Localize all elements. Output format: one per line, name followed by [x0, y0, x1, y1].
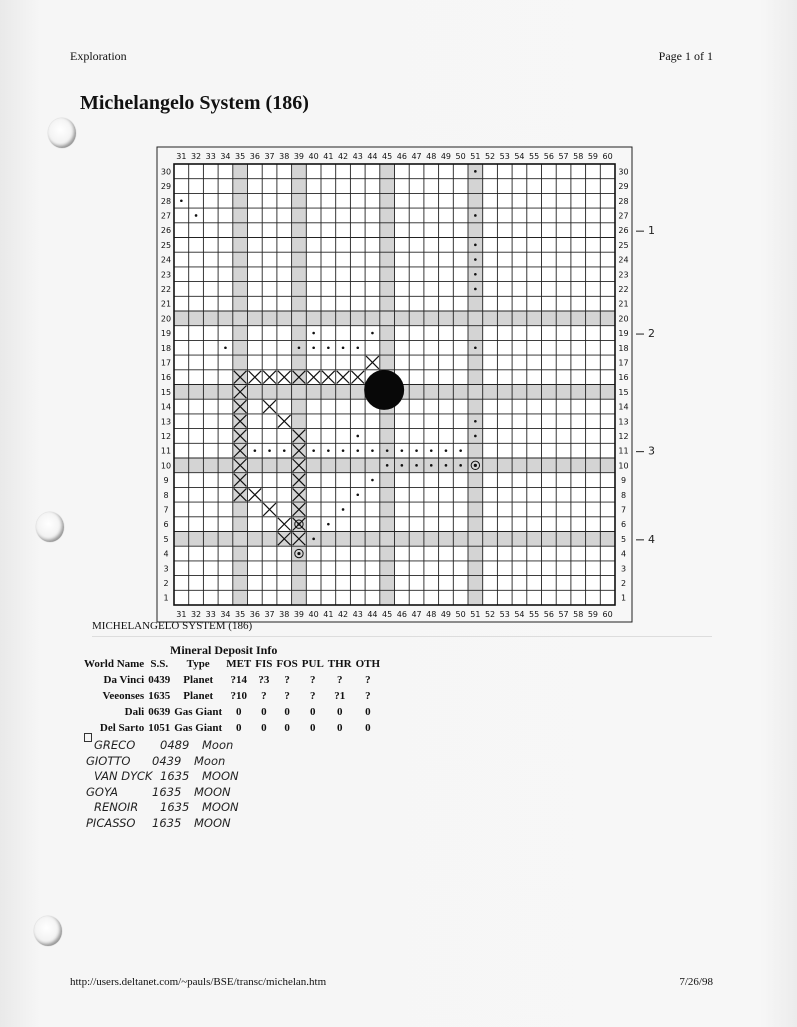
annotation-number: 2	[648, 327, 655, 341]
row-label-left: 18	[160, 343, 172, 353]
table-cell: 0	[336, 722, 343, 734]
table-row	[82, 720, 382, 736]
row-label-right: 15	[618, 387, 629, 397]
table-cell: 0	[284, 706, 290, 718]
row-label-left: 8	[163, 490, 169, 500]
hw-ss: 0489	[160, 738, 190, 752]
mineral-table-body	[82, 672, 382, 736]
world-dot	[474, 346, 477, 349]
row-label-left: 25	[160, 240, 172, 250]
row-label-right: 13	[618, 417, 629, 427]
row-label-right: 5	[620, 534, 627, 544]
table-cell: 1051	[148, 722, 171, 734]
hw-type: Moon	[194, 753, 226, 768]
world-dot	[474, 435, 477, 438]
table-cell: ?	[284, 690, 290, 702]
table-cell: 0	[310, 722, 316, 734]
column-label-top: 33	[205, 152, 216, 161]
column-label-bottom: 43	[352, 610, 363, 619]
world-dot	[474, 420, 477, 423]
world-dot	[356, 449, 359, 452]
handwritten-line	[94, 738, 239, 754]
hw-type: MOON	[202, 769, 239, 784]
page-title: Michelangelo System (186)	[80, 92, 309, 114]
column-label-top: 54	[514, 152, 525, 161]
column-header: FOS	[276, 658, 298, 670]
hw-ss: 1635	[152, 784, 182, 799]
annotation-number: 4	[648, 532, 655, 546]
column-label-bottom: 40	[308, 610, 319, 619]
column-label-bottom: 50	[455, 610, 466, 619]
column-label-bottom: 41	[323, 610, 334, 619]
column-label-top: 34	[220, 152, 231, 161]
row-label-right: 23	[618, 270, 629, 280]
column-label-top: 49	[440, 152, 452, 161]
column-label-bottom: 53	[499, 610, 510, 619]
table-row	[82, 688, 382, 704]
table-cell: ?	[310, 674, 316, 686]
row-label-left: 19	[160, 329, 172, 339]
table-cell: Dali	[124, 706, 145, 718]
row-label-right: 25	[618, 240, 629, 250]
hw-type: MOON	[194, 784, 231, 799]
world-dot	[268, 449, 271, 452]
world-dot	[327, 523, 330, 526]
mineral-deposit-table	[82, 656, 382, 736]
world-dot	[312, 538, 315, 541]
column-label-bottom: 46	[396, 610, 407, 619]
row-label-right: 16	[618, 373, 629, 383]
world-dot	[371, 479, 374, 482]
column-label-top: 60	[602, 152, 613, 161]
table-cell: Del Sarto	[99, 722, 145, 734]
row-label-left: 2	[163, 578, 169, 588]
column-label-bottom: 60	[602, 610, 613, 619]
column-label-top: 39	[293, 152, 305, 161]
hw-name: GOYA	[86, 784, 118, 799]
table-cell: ?	[365, 690, 371, 702]
world-dot	[386, 464, 389, 467]
column-header: World Name	[84, 658, 145, 670]
world-dot	[474, 258, 477, 261]
hw-name: RENOIR	[94, 800, 139, 815]
row-label-left: 22	[160, 284, 172, 294]
column-label-top: 36	[249, 152, 260, 161]
row-label-left: 21	[160, 299, 172, 309]
row-label-left: 13	[160, 417, 172, 427]
world-dot	[415, 464, 418, 467]
column-label-top: 57	[558, 152, 569, 161]
row-label-right: 7	[620, 505, 627, 515]
table-cell: 0	[284, 722, 290, 734]
row-label-left: 6	[163, 520, 169, 530]
table-cell: ?10	[230, 690, 247, 702]
header-left: Exploration	[70, 49, 127, 63]
world-dot	[474, 244, 477, 247]
column-label-top: 44	[367, 152, 378, 161]
row-label-right: 27	[618, 211, 629, 221]
world-dot	[459, 464, 462, 467]
punch-hole-middle	[36, 512, 64, 542]
column-header: S.S.	[150, 658, 169, 670]
table-cell: ?	[336, 674, 343, 686]
column-label-top: 59	[587, 152, 599, 161]
column-label-bottom: 31	[176, 610, 187, 619]
handwritten-line	[86, 785, 239, 801]
handwritten-line	[86, 754, 239, 770]
hw-ss: 1635	[160, 800, 190, 815]
column-label-bottom: 32	[190, 610, 202, 619]
row-label-right: 30	[618, 167, 629, 177]
table-cell: 1635	[148, 690, 171, 702]
handwritten-line	[94, 769, 239, 785]
row-label-right: 8	[620, 490, 627, 500]
column-header: OTH	[355, 658, 381, 670]
column-label-bottom: 57	[558, 610, 569, 619]
column-label-top: 55	[529, 152, 540, 161]
column-label-top: 41	[323, 152, 334, 161]
column-label-bottom: 33	[205, 610, 216, 619]
world-dot	[445, 449, 448, 452]
column-label-top: 53	[499, 152, 510, 161]
world-dot	[298, 346, 301, 349]
hw-type: MOON	[202, 800, 239, 815]
punch-hole-bottom	[34, 916, 62, 946]
world-dot	[371, 332, 374, 335]
row-label-left: 26	[160, 226, 172, 236]
world-dot	[312, 346, 315, 349]
world-dot	[327, 449, 330, 452]
row-label-right: 18	[618, 343, 629, 353]
column-label-bottom: 59	[587, 610, 599, 619]
column-label-top: 56	[543, 152, 554, 161]
world-dot	[474, 214, 477, 217]
column-label-top: 45	[382, 152, 393, 161]
row-label-left: 29	[160, 182, 172, 192]
column-label-top: 37	[264, 152, 275, 161]
column-label-bottom: 35	[235, 610, 246, 619]
table-cell: 0	[336, 706, 343, 718]
row-label-left: 5	[163, 534, 169, 544]
column-label-bottom: 38	[279, 610, 290, 619]
world-dot	[386, 449, 389, 452]
row-label-left: 24	[160, 255, 172, 265]
column-label-bottom: 56	[543, 610, 554, 619]
column-label-bottom: 44	[367, 610, 378, 619]
column-label-bottom: 58	[573, 610, 584, 619]
table-cell: ?3	[258, 674, 270, 686]
column-label-top: 35	[235, 152, 246, 161]
column-label-top: 42	[337, 152, 349, 161]
table-cell: Veeonses	[102, 690, 145, 702]
hw-name: PICASSO	[86, 815, 136, 830]
footer-date: 7/26/98	[679, 976, 713, 988]
punch-hole-top	[48, 118, 76, 148]
hw-ss: 0439	[152, 753, 182, 768]
row-label-right: 21	[618, 299, 629, 309]
column-label-top: 32	[190, 152, 202, 161]
column-label-bottom: 49	[440, 610, 452, 619]
row-label-right: 9	[620, 476, 627, 486]
row-label-left: 9	[163, 476, 169, 486]
column-label-bottom: 48	[426, 610, 437, 619]
row-label-left: 30	[160, 167, 172, 177]
column-label-bottom: 36	[249, 610, 260, 619]
world-dot	[474, 273, 477, 276]
table-cell: 0	[365, 722, 371, 734]
ringed-world-center	[297, 523, 300, 526]
column-label-top: 50	[455, 152, 466, 161]
world-dot	[356, 435, 359, 438]
world-dot	[474, 170, 477, 173]
column-label-top: 58	[573, 152, 584, 161]
world-dot	[254, 449, 257, 452]
column-label-bottom: 55	[529, 610, 540, 619]
handwritten-line	[86, 816, 239, 832]
world-dot	[401, 449, 404, 452]
table-row	[82, 704, 382, 720]
column-label-bottom: 54	[514, 610, 525, 619]
row-label-left: 20	[160, 314, 172, 324]
footer-url: http://users.deltanet.com/~pauls/BSE/transc/michelan.htm	[70, 976, 327, 988]
row-label-left: 16	[160, 373, 172, 383]
column-label-top: 46	[396, 152, 407, 161]
table-cell: ?	[261, 690, 267, 702]
hw-ss: 1635	[152, 815, 182, 830]
column-label-bottom: 42	[337, 610, 349, 619]
world-dot	[459, 449, 462, 452]
table-cell: ?	[365, 674, 371, 686]
column-label-bottom: 51	[470, 610, 481, 619]
world-dot	[312, 332, 315, 335]
column-label-bottom: 52	[484, 610, 496, 619]
ringed-world-center	[297, 552, 300, 555]
world-dot	[356, 346, 359, 349]
column-label-bottom: 47	[411, 610, 422, 619]
column-label-top: 38	[279, 152, 290, 161]
page-indicator: Page 1 of 1	[658, 49, 713, 63]
row-label-right: 22	[618, 284, 629, 294]
hw-name: GRECO	[94, 738, 136, 752]
world-dot	[342, 346, 345, 349]
row-label-right: 11	[618, 446, 629, 456]
row-label-right: 14	[618, 402, 629, 412]
row-label-right: 12	[618, 431, 629, 441]
ringed-world-center	[474, 464, 477, 467]
world-dot	[401, 464, 404, 467]
row-label-right: 29	[618, 182, 629, 192]
world-dot	[356, 493, 359, 496]
column-label-bottom: 45	[382, 610, 393, 619]
handwritten-notes	[86, 738, 239, 832]
row-label-right: 6	[620, 520, 627, 530]
table-cell: 0	[235, 706, 242, 718]
world-dot	[224, 346, 227, 349]
column-label-top: 51	[470, 152, 481, 161]
checkbox-glyph	[84, 733, 92, 742]
table-cell: Gas Giant	[174, 706, 223, 718]
column-label-bottom: 34	[220, 610, 231, 619]
row-label-left: 27	[160, 211, 172, 221]
row-label-left: 23	[160, 270, 172, 280]
world-dot	[342, 508, 345, 511]
row-label-right: 28	[618, 196, 629, 206]
row-label-right: 3	[620, 564, 627, 574]
table-cell: 0439	[148, 674, 171, 686]
row-label-right: 26	[618, 226, 629, 236]
column-label-top: 48	[426, 152, 437, 161]
table-cell: ?	[310, 690, 316, 702]
annotation-number: 1	[648, 224, 655, 238]
table-row	[82, 672, 382, 688]
handwritten-line	[94, 800, 239, 816]
row-label-right: 20	[618, 314, 629, 324]
annotation-number: 3	[648, 444, 655, 458]
world-dot	[445, 464, 448, 467]
world-dot	[342, 449, 345, 452]
row-label-left: 1	[163, 593, 169, 603]
column-label-top: 52	[484, 152, 496, 161]
table-cell: 0639	[148, 706, 171, 718]
table-cell: ?14	[230, 674, 247, 686]
table-cell: 0	[261, 722, 267, 734]
world-dot	[180, 199, 183, 202]
table-cell: 0	[365, 706, 371, 718]
column-label-bottom: 37	[264, 610, 275, 619]
world-dot	[283, 449, 286, 452]
world-dot	[195, 214, 198, 217]
row-label-left: 15	[160, 387, 172, 397]
table-cell: Planet	[183, 674, 214, 686]
column-label-top: 43	[352, 152, 363, 161]
row-label-right: 1	[620, 593, 627, 603]
column-header: MET	[226, 658, 252, 670]
row-label-right: 19	[618, 329, 629, 339]
hw-name: VAN DYCK	[94, 769, 153, 784]
table-cell: Da Vinci	[103, 674, 145, 686]
row-label-left: 10	[160, 461, 172, 471]
world-dot	[371, 449, 374, 452]
hw-type: MOON	[194, 815, 231, 830]
row-label-left: 17	[160, 358, 172, 368]
world-dot	[430, 449, 433, 452]
map-caption: MICHELANGELO SYSTEM (186)	[92, 620, 253, 632]
row-label-right: 17	[618, 358, 629, 368]
row-label-right: 4	[620, 549, 627, 559]
column-header: PUL	[301, 658, 324, 670]
star-primary	[364, 370, 404, 410]
row-label-left: 7	[163, 505, 169, 515]
table-cell: ?	[284, 674, 290, 686]
table-cell: 0	[235, 722, 242, 734]
table-cell: ?1	[334, 690, 346, 702]
world-dot	[430, 464, 433, 467]
column-label-top: 40	[308, 152, 319, 161]
row-label-left: 28	[160, 196, 172, 206]
divider	[92, 636, 712, 637]
system-hex-map	[157, 147, 655, 619]
row-label-right: 24	[618, 255, 629, 265]
hw-name: GIOTTO	[86, 753, 131, 768]
column-label-bottom: 39	[293, 610, 305, 619]
column-header: FIS	[255, 658, 273, 670]
row-label-left: 11	[160, 446, 172, 456]
row-label-left: 3	[163, 564, 169, 574]
column-header: Type	[186, 658, 210, 670]
hw-type: Moon	[202, 738, 234, 752]
row-label-right: 2	[620, 578, 627, 588]
mineral-deposit-title: Mineral Deposit Info	[170, 643, 278, 657]
table-cell: 0	[310, 706, 316, 718]
row-label-right: 10	[618, 461, 629, 471]
row-label-left: 14	[160, 402, 172, 412]
column-label-top: 31	[176, 152, 187, 161]
table-cell: Gas Giant	[174, 722, 223, 734]
hw-ss: 1635	[160, 769, 190, 784]
world-dot	[474, 288, 477, 291]
world-dot	[415, 449, 418, 452]
world-dot	[312, 449, 315, 452]
mineral-table-header	[82, 656, 382, 672]
table-cell: Planet	[183, 690, 214, 702]
column-header: THR	[327, 658, 352, 670]
column-label-top: 47	[411, 152, 422, 161]
table-cell: 0	[261, 706, 267, 718]
world-dot	[327, 346, 330, 349]
row-label-left: 4	[163, 549, 169, 559]
row-label-left: 12	[160, 431, 172, 441]
